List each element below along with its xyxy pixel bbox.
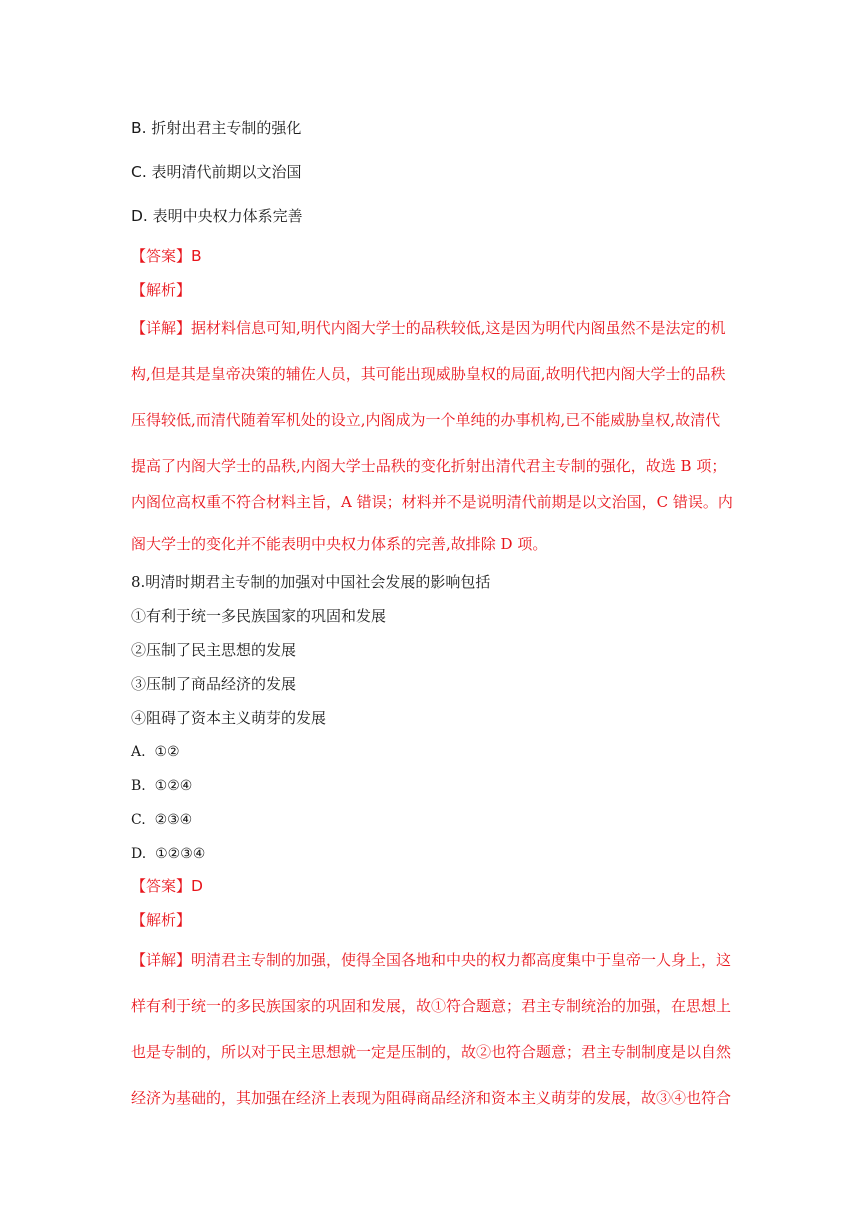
option-text: 折射出君主专制的强化 (151, 119, 302, 137)
option-letter: D. (131, 207, 148, 225)
q7-detail-line: 构,但是其是皇帝决策的辅佐人员，其可能出现威胁皇权的局面,故明代把内阁大学士的品秩 (131, 365, 726, 383)
option-text: 表明清代前期以文治国 (151, 163, 302, 181)
option-letter: B. (131, 119, 147, 137)
q8-analysis-tag: 【解析】 (131, 911, 192, 929)
option-letter: A. (131, 744, 146, 760)
q7-detail-line: 阁大学士的变化并不能表明中央权力体系的完善,故排除 D 项。 (131, 535, 548, 553)
q7-analysis-tag: 【解析】 (131, 281, 192, 299)
option-text: ①②④ (154, 778, 193, 794)
q8-option-b (131, 776, 741, 796)
q7-detail-line: 提高了内阁大学士的品秩,内阁大学士品秩的变化折射出清代君主专制的强化，故选 B 项； (131, 457, 727, 475)
option-letter: D. (131, 846, 147, 862)
q8-item: ②压制了民主思想的发展 (131, 641, 297, 659)
option-letter: C. (131, 163, 147, 181)
option-text: ①②③④ (155, 846, 206, 862)
option-text: ①② (154, 744, 180, 760)
q8-option-a (131, 742, 741, 762)
option-letter: B. (131, 778, 146, 794)
q7-option-c (131, 162, 741, 182)
q8-detail-line: 【详解】明清君主专制的加强，使得全国各地和中央的权力都高度集中于皇帝一人身上，这 (131, 951, 732, 969)
answer-value: D (191, 877, 203, 895)
option-text: 表明中央权力体系完善 (152, 207, 303, 225)
q7-option-b (131, 118, 741, 138)
q7-option-d (131, 206, 741, 226)
q8-detail-line: 样有利于统一的多民族国家的巩固和发展，故①符合题意；君主专制统治的加强，在思想上 (131, 997, 732, 1015)
q8-item: ①有利于统一多民族国家的巩固和发展 (131, 607, 387, 625)
q7-detail-line: 内阁位高权重不符合材料主旨，A 错误；材料并不是说明清代前期是以文治国，C 错误。内 (131, 493, 733, 511)
q7-detail-line: 压得较低,而清代随着军机处的设立,内阁成为一个单纯的办事机构,已不能威胁皇权,故清代 (131, 411, 721, 429)
answer-value: B (191, 247, 202, 265)
q8-answer (131, 876, 741, 896)
q7-detail-line: 【详解】据材料信息可知,明代内阁大学士的品秩较低,这是因为明代内阁虽然不是法定的机 (131, 319, 726, 337)
q8-option-c (131, 810, 741, 830)
option-letter: C. (131, 812, 146, 828)
q8-stem: 8.明清时期君主专制的加强对中国社会发展的影响包括 (131, 573, 491, 591)
option-text: ②③④ (154, 812, 193, 828)
q8-detail-line: 也是专制的，所以对于民主思想就一定是压制的，故②也符合题意；君主专制制度是以自然 (131, 1043, 732, 1061)
q8-item: ③压制了商品经济的发展 (131, 675, 297, 693)
q8-detail-line: 经济为基础的，其加强在经济上表现为阻碍商品经济和资本主义萌芽的发展，故③④也符合 (131, 1089, 732, 1107)
q7-answer (131, 246, 741, 266)
answer-tag: 【答案】 (131, 247, 192, 265)
answer-tag: 【答案】 (131, 877, 192, 895)
q8-item: ④阻碍了资本主义萌芽的发展 (131, 709, 327, 727)
q8-option-d (131, 844, 741, 864)
